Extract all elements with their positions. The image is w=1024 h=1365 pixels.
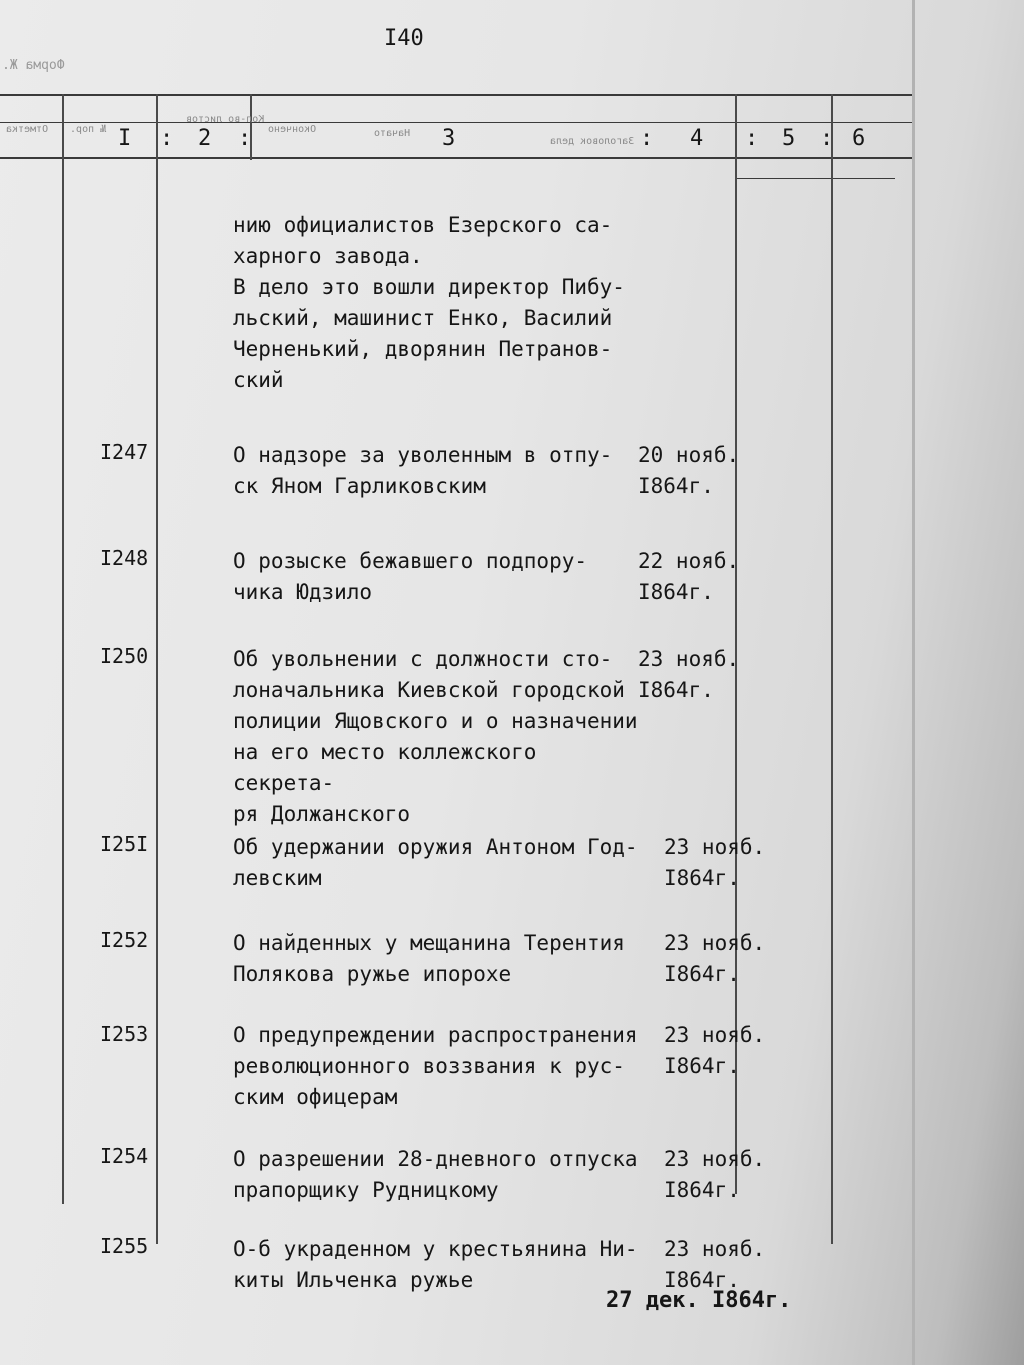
- header-label-ended: Окончено: [268, 124, 317, 135]
- page-number: I40: [384, 26, 424, 51]
- entry-title: О предупреждении распространения революционного воззвания к рус- ским офицерам: [233, 1023, 638, 1109]
- column-rule-2: [156, 94, 158, 1244]
- entry-number: I248: [100, 546, 149, 570]
- column-separator: :: [820, 126, 834, 151]
- header-label-title: Заголовок дела: [550, 136, 635, 147]
- form-code: Форма Ж.: [2, 58, 65, 73]
- column-rule-1: [62, 94, 64, 1204]
- entry-date: 23 нояб. I864г.: [664, 1023, 766, 1078]
- column-separator: :: [238, 126, 252, 151]
- entry-title: Об увольнении с должности сто- лоначальника Киевской городской полиции Ящовского и о назначении на его место коллежского секрета- ря Должанского: [233, 647, 638, 826]
- header-sub-rule: [735, 178, 895, 179]
- closing-date: 27 дек. I864г.: [606, 1288, 792, 1313]
- entry-date: 20 нояб. I864г.: [638, 443, 740, 498]
- entry-number: I254: [100, 1144, 149, 1168]
- entry-date: 23 нояб. I864г.: [664, 1147, 766, 1202]
- entry-number: I252: [100, 928, 149, 952]
- column-separator: :: [640, 126, 654, 151]
- entry-title: О найденных у мещанина Терентия Полякова ружье ипорохе: [233, 931, 625, 986]
- header-label-started: Начато: [374, 128, 411, 139]
- header-label-mark: Отметка: [6, 124, 49, 135]
- header-label-sheets: Кол-во листов: [186, 114, 265, 125]
- entry-title: Об удержании оружия Антоном Год- левским: [233, 835, 638, 890]
- column-number-3: 3: [442, 126, 456, 151]
- column-number-5: 5: [782, 126, 796, 151]
- entry-number: I253: [100, 1022, 149, 1046]
- header-mid-rule: [0, 122, 912, 123]
- column-number-4: 4: [690, 126, 704, 151]
- header-top-rule: [0, 94, 912, 96]
- column-number-2: 2: [198, 126, 212, 151]
- entry-date: 22 нояб. I864г.: [638, 549, 740, 604]
- entry-title: О надзоре за уволенным в отпу- ск Яном Гарликовским: [233, 443, 613, 498]
- entry-number: I247: [100, 440, 149, 464]
- entry-title: О разрешении 28-дневного отпуска прапорщику Рудницкому: [233, 1147, 638, 1202]
- show-through-mark: [50, 172, 62, 184]
- entry-title: О розыске бежавшего подпору- чика Юдзило: [233, 549, 588, 604]
- column-number-6: 6: [852, 126, 866, 151]
- entry-date: 23 нояб. I864г.: [664, 1237, 766, 1292]
- entry-date: 23 нояб. I864г.: [638, 647, 740, 702]
- column-number-1: I: [118, 126, 132, 151]
- entry-number: I250: [100, 644, 149, 668]
- column-separator: :: [160, 126, 174, 151]
- entry-number: I25I: [100, 832, 149, 856]
- column-rule-5: [831, 94, 833, 1244]
- page-edge: [912, 0, 915, 1365]
- header-label-number: № пор.: [70, 124, 107, 135]
- entry-number: I255: [100, 1234, 149, 1258]
- entry-title: О-б украденном у крестьянина Ни- киты Ильченка ружье: [233, 1237, 638, 1292]
- header-bottom-rule: [0, 157, 912, 159]
- entry-date: 23 нояб. I864г.: [664, 931, 766, 986]
- continued-entry-title: нию официалистов Езерского са- харного завода. В дело это вошли директор Пибу- льский, машинист Енко, Василий Черненький, дворянин Петранов- ский: [233, 213, 625, 392]
- column-separator: :: [745, 126, 759, 151]
- entry-date: 23 нояб. I864г.: [664, 835, 766, 890]
